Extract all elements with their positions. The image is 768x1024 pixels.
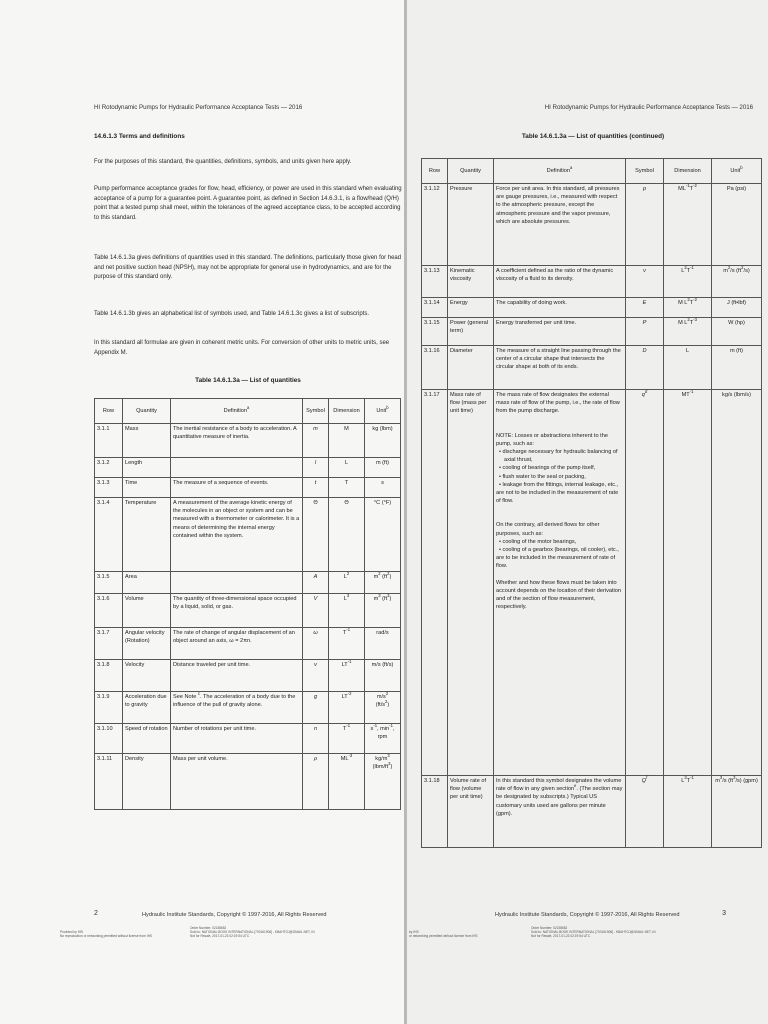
dimension-cell: M $L^2T^{-2}$ — [664, 298, 712, 318]
row-number: 3.1.6 — [95, 594, 123, 628]
header-symbol: Symbol — [626, 159, 664, 184]
contrary-bullet: • cooling of a gearbox (bearings, oil cooler), etc., — [499, 547, 619, 554]
row-number: 3.1.9 — [95, 692, 123, 724]
quantity-cell: Volume — [123, 594, 171, 628]
dimension-cell: L — [329, 458, 365, 478]
dimension-cell: $ML^{-1}T^{-2}$ — [664, 184, 712, 266]
quantity-cell: Energy — [448, 298, 494, 318]
page-number: 2 — [94, 910, 98, 917]
definition-cell: The measure of a straight line passing through the center of a circular shape that intersects the circular shape at both of its ends. — [494, 346, 626, 390]
quantity-cell: Density — [123, 754, 171, 810]
table-row — [422, 298, 762, 318]
header-quantity: Quantity — [123, 399, 171, 424]
symbol-cell: m — [303, 424, 329, 458]
definition-text: The mass rate of flow designates the external mass rate of flow of the pump, i.e., the rate of flow from the pump discharge. — [496, 392, 620, 415]
symbol-cell: $Q^f$ — [626, 776, 664, 848]
unit-cell: $m^2/s$ $(ft^2/s)$ — [712, 266, 762, 298]
unit-cell: m (ft) — [365, 458, 401, 478]
contrary-after: are to be included in the measurement of rate of flow. — [496, 555, 616, 570]
header-definition: Definition$^a$ — [171, 399, 303, 424]
dimension-cell: $L^3T^{-1}$ — [664, 776, 712, 848]
unit-cell: $m/s^2$ $(ft/s^2)$ — [365, 692, 401, 724]
table-row — [422, 390, 762, 776]
quantity-cell: Angular velocity (Rotation) — [123, 628, 171, 660]
dimension-cell: T — [329, 478, 365, 498]
symbol-cell: ρ — [303, 754, 329, 810]
definition-cell: Force per unit area. In this standard, all pressures are gauge pressures, i.e., measured with respect to the atmospheric pressure, except the atmospheric pressure and the vapor pressure, which are absolute pressures. — [494, 184, 626, 266]
row-number: 3.1.17 — [422, 390, 448, 776]
running-head: HI Rotodynamic Pumps for Hydraulic Performance Acceptance Tests — 2016 — [94, 104, 303, 111]
paragraph: Pump performance acceptance grades for flow, head, efficiency, or power are used in this standard when evaluating acceptance of a pump for a guarantee point. A guarantee point, as defined in Section 14.6.3.1, is a flow/head (Q/H) point that a tested pump shall meet, within the tolerances of the agreed acceptance class, to be accepted according to this standard. — [94, 186, 402, 221]
unit-cell: °C (°F) — [365, 498, 401, 572]
definition-cell: A measurement of the average kinetic energy of the molecules in an object or system and can be measured with a thermometer or calorimeter. It is a means of determining the internal energy contained within the system. — [171, 498, 303, 572]
symbol-cell: $q^d$ — [626, 390, 664, 776]
dimension-cell: $L^2$ — [329, 572, 365, 594]
unit-cell: J (ft•lbf) — [712, 298, 762, 318]
row-number: 3.1.14 — [422, 298, 448, 318]
note-bullet: • flush water to the seal or packing, — [499, 473, 586, 480]
header-definition: Definition$^a$ — [494, 159, 626, 184]
running-head: HI Rotodynamic Pumps for Hydraulic Performance Acceptance Tests — 2016 — [544, 104, 753, 111]
header-dimension: Dimension — [664, 159, 712, 184]
quantity-cell: Speed of rotation — [123, 724, 171, 754]
unit-cell: $m^3/s$ $(ft^3/s)$ (gpm) — [712, 776, 762, 848]
dimension-cell: $LT^{-1}$ — [329, 660, 365, 692]
definition-cell: In this standard this symbol designates the volume rate of flow in any given section$^e$. (The section may be designated by subscripts.) Typical US customary units used are gallons per minute (gpm). — [494, 776, 626, 848]
symbol-cell: Θ — [303, 498, 329, 572]
definition-cell: The measure of a sequence of events. — [171, 478, 303, 498]
note-bullet: • cooling of bearings of the pump itself, — [499, 465, 596, 472]
quantities-table — [94, 398, 401, 810]
paragraph: Table 14.6.1.3a gives definitions of quantities used in this standard. The definitions, particularly those given for head and net positive suction head (NPSH), may not be appropriate for general use in hydrodynamics, and are for the purpose of this standard only. — [94, 255, 402, 281]
definition-cell: Distance traveled per unit time. — [171, 660, 303, 692]
quantity-cell: Power (general term) — [448, 318, 494, 346]
definition-cell: Mass per unit volume. — [171, 754, 303, 810]
quantity-cell: Volume rate of flow (volume per unit time) — [448, 776, 494, 848]
dimension-cell: $T^{-1}$ — [329, 724, 365, 754]
definition-cell — [171, 458, 303, 478]
definition-cell: Number of rotations per unit time. — [171, 724, 303, 754]
copyright-footer: Hydraulic Institute Standards, Copyright © 1997-2016, All Rights Reserved — [495, 912, 680, 918]
symbol-cell: p — [626, 184, 664, 266]
row-number: 3.1.11 — [95, 754, 123, 810]
table-row — [422, 776, 762, 848]
header-row: Row — [422, 159, 448, 184]
symbol-cell: ν — [626, 266, 664, 298]
definition-cell: The rate of change of angular displacement of an object around an axis, ω = 2πn. — [171, 628, 303, 660]
table-title: Table 14.6.1.3a — List of quantities — [195, 377, 301, 384]
definition-cell: The quantity of three-dimensional space occupied by a liquid, solid, or gas. — [171, 594, 303, 628]
closing-text: Whether and how these flows must be taken into account depends on the location of their derivation and of the section of flow measurement, respectively. — [496, 579, 622, 611]
dimension-cell: M — [329, 424, 365, 458]
table-row — [422, 318, 762, 346]
quantity-cell: Kinematic viscosity — [448, 266, 494, 298]
symbol-cell: E — [626, 298, 664, 318]
symbol-cell: t — [303, 478, 329, 498]
header-unit: Unit$^b$ — [712, 159, 762, 184]
table-row — [95, 628, 401, 660]
header-symbol: Symbol — [303, 399, 329, 424]
unit-cell: m (ft) — [712, 346, 762, 390]
header-quantity: Quantity — [448, 159, 494, 184]
quantity-cell: Time — [123, 478, 171, 498]
dimension-cell: $L^3$ — [329, 594, 365, 628]
header-dimension: Dimension — [329, 399, 365, 424]
section-title: 14.6.1.3 Terms and definitions — [94, 133, 185, 140]
quantity-cell: Mass rate of flow (mass per unit time) — [448, 390, 494, 776]
quantity-cell: Diameter — [448, 346, 494, 390]
order-notice: Order Number: 02158652 Sold to: NATIONAL BOOK INTERNATIONAL [700161906] - KBAHTGJ@GMAIL.NET, IN Not for Resale, 2017-01-23 02:19:54 UTC — [531, 926, 656, 939]
table-row — [95, 754, 401, 810]
quantity-cell: Temperature — [123, 498, 171, 572]
symbol-cell: l — [303, 458, 329, 478]
quantity-cell: Area — [123, 572, 171, 594]
definition-cell: A coefficient defined as the ratio of the dynamic viscosity of a fluid to its density. — [494, 266, 626, 298]
symbol-cell: V — [303, 594, 329, 628]
unit-cell: s — [365, 478, 401, 498]
order-notice: Order Number: 02158652 Sold to: NATIONAL BOOK INTERNATIONAL [700161906] - KBAHTGJ@GMAIL.NET, IN Not for Resale, 2017-01-23 02:19:54 UTC — [190, 926, 315, 939]
unit-cell: $m^3$ $(ft^3)$ — [365, 594, 401, 628]
page-number: 3 — [722, 910, 726, 917]
license-notice: Provided by IHS No reproduction or networking permitted without license from IHS — [60, 930, 153, 939]
paragraph: Table 14.6.1.3b gives an alphabetical list of symbols used, and Table 14.6.1.3c gives a list of subscripts. — [94, 311, 370, 317]
symbol-cell: P — [626, 318, 664, 346]
table-row — [95, 424, 401, 458]
dimension-cell: $T^{-1}$ — [329, 628, 365, 660]
right-page — [407, 0, 768, 1024]
unit-cell: m/s (ft/s) — [365, 660, 401, 692]
table-row — [422, 266, 762, 298]
quantity-cell: Velocity — [123, 660, 171, 692]
symbol-cell: D — [626, 346, 664, 390]
table-header-row — [422, 159, 762, 184]
row-number: 3.1.16 — [422, 346, 448, 390]
unit-cell: $kg/m^3$ $(lbm/ft^3)$ — [365, 754, 401, 810]
unit-cell: kg/s (lbm/s) — [712, 390, 762, 776]
table-row — [422, 346, 762, 390]
table-row — [95, 594, 401, 628]
quantity-cell: Acceleration due to gravity — [123, 692, 171, 724]
dimension-cell: $ML^{-3}$ — [329, 754, 365, 810]
definition-cell — [171, 572, 303, 594]
dimension-cell: $L^2T^{-1}$ — [664, 266, 712, 298]
definition-cell — [494, 390, 626, 776]
dimension-cell: $MT^{-1}$ — [664, 390, 712, 776]
symbol-cell: n — [303, 724, 329, 754]
symbol-cell: ω — [303, 628, 329, 660]
definition-cell: See Note $^c$. The acceleration of a body due to the influence of the pull of gravity alone. — [171, 692, 303, 724]
note-intro: NOTE: Losses or abstractions inherent to the pump, such as: — [496, 432, 608, 447]
symbol-cell: v — [303, 660, 329, 692]
row-number: 3.1.5 — [95, 572, 123, 594]
row-number: 3.1.8 — [95, 660, 123, 692]
table-row — [95, 692, 401, 724]
definition-cell: The capability of doing work. — [494, 298, 626, 318]
row-number: 3.1.1 — [95, 424, 123, 458]
quantity-cell: Length — [123, 458, 171, 478]
table-row — [95, 724, 401, 754]
unit-cell: $s^{-1}$, $\min^{-1}$, rpm — [365, 724, 401, 754]
contrary-intro: On the contrary, all derived flows for other purposes, such as: — [496, 522, 600, 537]
note-bullet: • leakage from the fittings, internal leakage, etc., — [499, 481, 619, 488]
quantities-table-continued — [421, 158, 762, 848]
table-row — [95, 572, 401, 594]
row-number: 3.1.13 — [422, 266, 448, 298]
definition-cell: Energy transferred per unit time. — [494, 318, 626, 346]
dimension-cell: Θ — [329, 498, 365, 572]
table-row — [95, 458, 401, 478]
paragraph: In this standard all formulae are given in coherent metric units. For conversion of other units to metric units, see Appendix M. — [94, 340, 390, 356]
definition-cell: The inertial resistance of a body to acceleration. A quantitative measure of inertia. — [171, 424, 303, 458]
row-number: 3.1.15 — [422, 318, 448, 346]
contrary-bullet: • cooling of the motor bearings, — [499, 538, 577, 545]
row-number: 3.1.10 — [95, 724, 123, 754]
copyright-footer: Hydraulic Institute Standards, Copyright © 1997-2016, All Rights Reserved — [142, 912, 327, 918]
dimension-cell: $LT^{-2}$ — [329, 692, 365, 724]
row-number: 3.1.2 — [95, 458, 123, 478]
quantity-cell: Pressure — [448, 184, 494, 266]
table-row — [95, 478, 401, 498]
symbol-cell: g — [303, 692, 329, 724]
license-notice: by IHS or networking permitted without license from IHS — [409, 930, 478, 939]
table-header-row — [95, 399, 401, 424]
unit-cell: Pa (psi) — [712, 184, 762, 266]
row-number: 3.1.7 — [95, 628, 123, 660]
table-row — [95, 498, 401, 572]
unit-cell: rad/s — [365, 628, 401, 660]
paragraph: For the purposes of this standard, the quantities, definitions, symbols, and units given here apply. — [94, 159, 352, 165]
dimension-cell: M $L^2T^{-3}$ — [664, 318, 712, 346]
row-number: 3.1.12 — [422, 184, 448, 266]
table-row — [422, 184, 762, 266]
note-bullet: • discharge necessary for hydraulic balancing of axial thrust, — [499, 449, 618, 464]
table-row — [95, 660, 401, 692]
header-unit: Unit$^b$ — [365, 399, 401, 424]
quantity-cell: Mass — [123, 424, 171, 458]
symbol-cell: A — [303, 572, 329, 594]
row-number: 3.1.3 — [95, 478, 123, 498]
row-number: 3.1.4 — [95, 498, 123, 572]
unit-cell: kg (lbm) — [365, 424, 401, 458]
dimension-cell: L — [664, 346, 712, 390]
row-number: 3.1.18 — [422, 776, 448, 848]
note-after: are not to be included in the measurement of rate of flow. — [496, 490, 619, 505]
header-row: Row — [95, 399, 123, 424]
unit-cell: W (hp) — [712, 318, 762, 346]
table-title: Table 14.6.1.3a — List of quantities (continued) — [521, 133, 665, 140]
unit-cell: $m^2$ $(ft^2)$ — [365, 572, 401, 594]
